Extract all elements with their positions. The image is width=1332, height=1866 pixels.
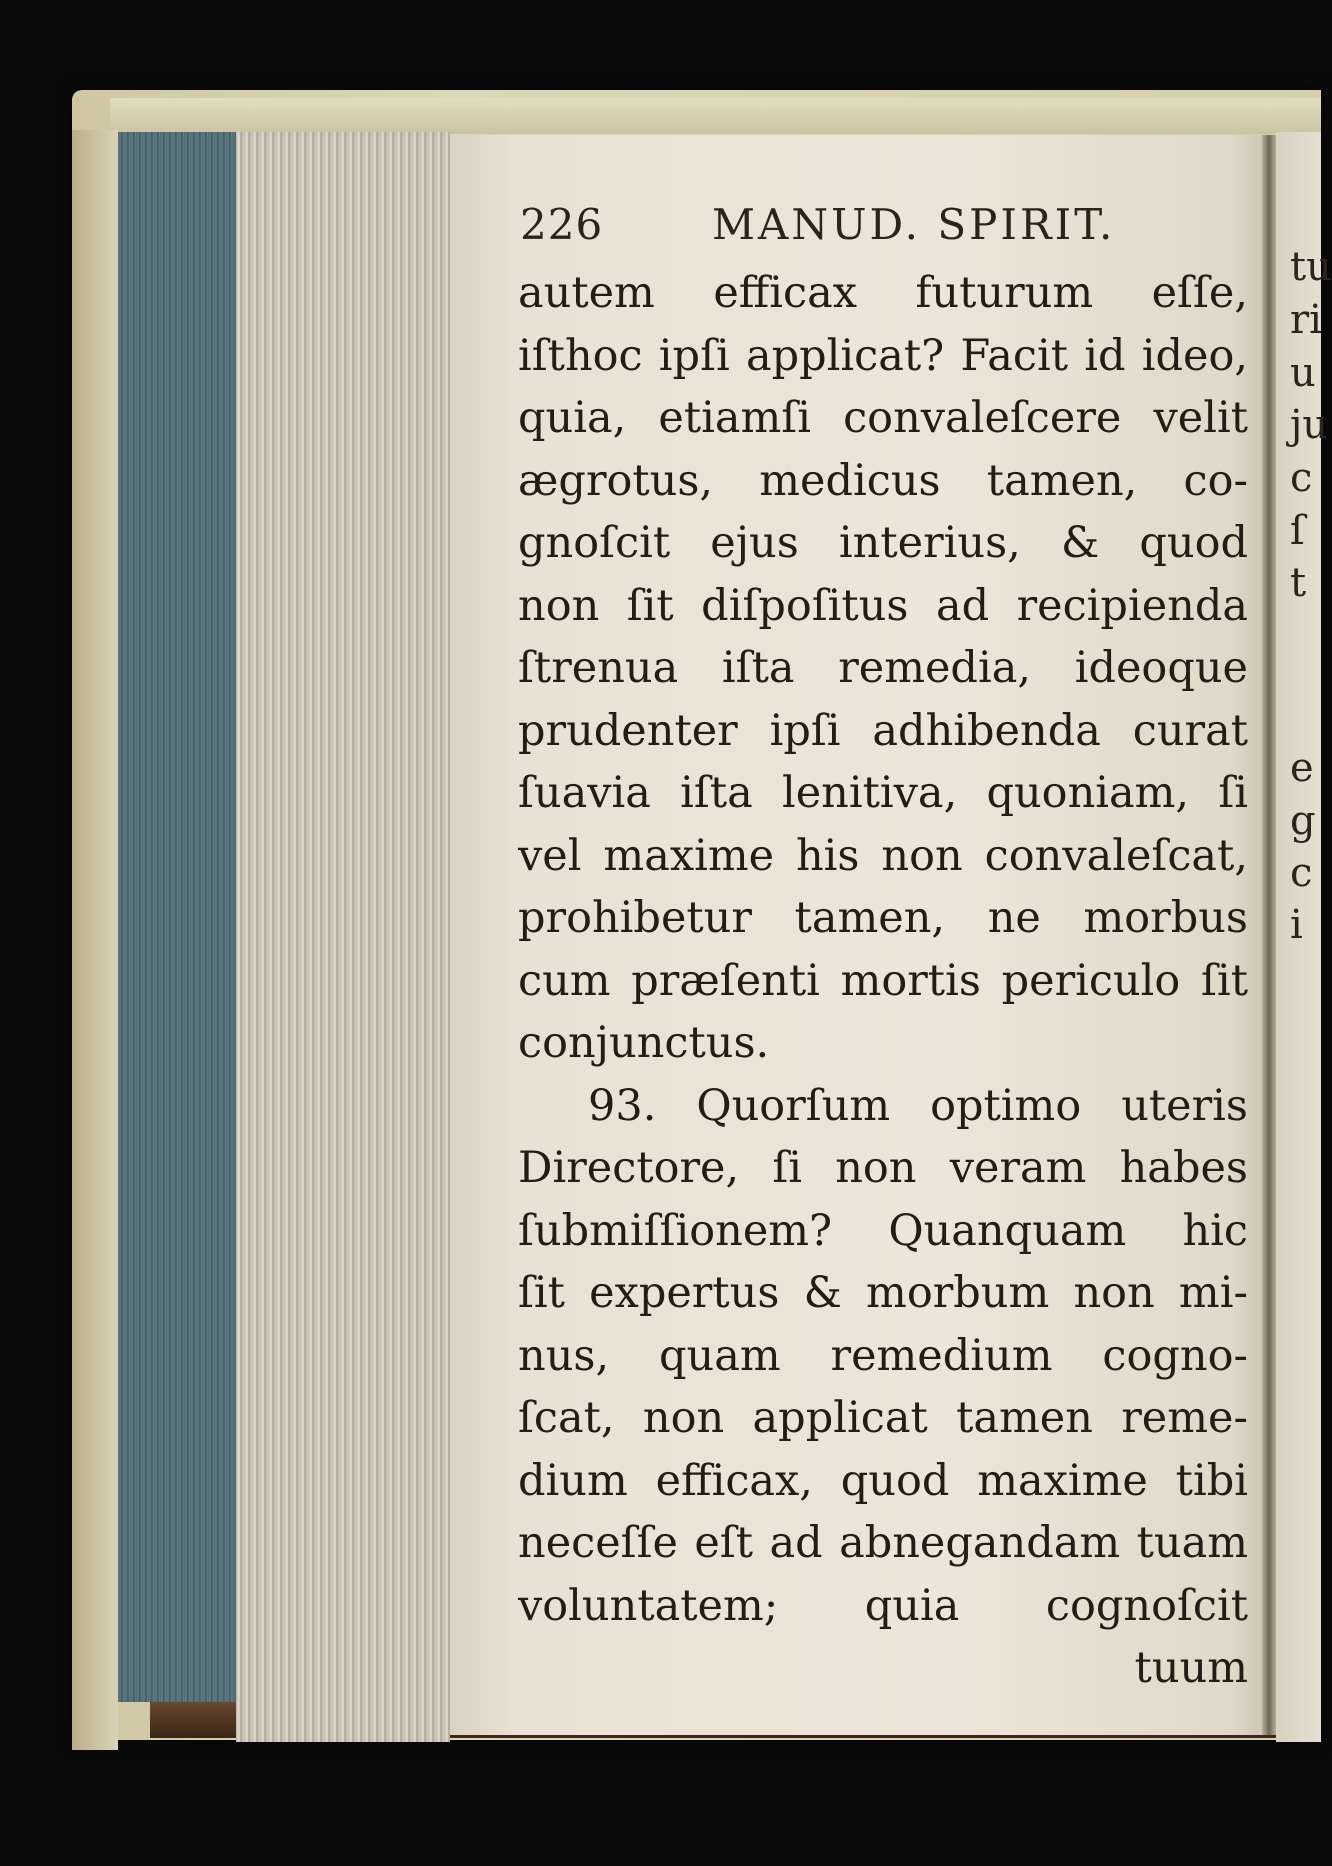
text-line: neceſſe eſt ad abnegandam tuam bbox=[518, 1518, 1248, 1568]
text-line: ægrotus, medicus tamen, co- bbox=[518, 455, 1248, 506]
text-line: prohibetur tamen, ne morbus bbox=[518, 893, 1248, 943]
running-title: MANUD. SPIRIT. bbox=[712, 200, 1116, 249]
text-line: ſcat, non applicat tamen reme- bbox=[518, 1393, 1248, 1443]
paragraph-start-line: 93. Quorſum optimo uteris bbox=[588, 1080, 1248, 1131]
text-line: conjunctus. bbox=[518, 1018, 770, 1068]
facing-page-letter: ju bbox=[1290, 402, 1329, 448]
text-line: iſthoc ipſi applicat? Facit id ideo, bbox=[518, 330, 1248, 381]
facing-page-letter: e bbox=[1290, 745, 1314, 791]
facing-page-letter: ri bbox=[1290, 297, 1322, 343]
facing-page-letter: g bbox=[1290, 798, 1316, 844]
cover-spine bbox=[72, 130, 118, 1750]
text-line: ſtrenua iſta remedia, ideoque bbox=[518, 643, 1248, 693]
text-line: gnoſcit ejus interius, & quod bbox=[518, 518, 1248, 568]
facing-page-letter: c bbox=[1290, 850, 1313, 896]
text-line: autem efficax futurum eſſe, bbox=[518, 268, 1248, 318]
facing-page-letter: t bbox=[1290, 560, 1307, 606]
text-line: prudenter ipſi adhibenda curat bbox=[518, 705, 1248, 756]
facing-page-letter: u bbox=[1290, 350, 1316, 396]
text-line: cum præſenti mortis periculo ſit bbox=[518, 955, 1248, 1006]
book-gutter bbox=[1262, 135, 1276, 1735]
catchword: tuum bbox=[1134, 1643, 1248, 1693]
page-edges-paper bbox=[236, 132, 450, 1742]
text-line: voluntatem; quia cognoſcit bbox=[518, 1580, 1248, 1631]
page-edges-colored bbox=[118, 132, 236, 1702]
page-number: 226 bbox=[520, 200, 604, 249]
text-line: vel maxime his non convaleſcat, bbox=[518, 830, 1248, 881]
text-line: dium efficax, quod maxime tibi bbox=[518, 1455, 1248, 1506]
cover-top-edge bbox=[110, 98, 1321, 134]
text-line: ſuavia iſta lenitiva, quoniam, ſi bbox=[518, 768, 1248, 818]
text-line: ſit expertus & morbum non mi- bbox=[518, 1268, 1248, 1318]
facing-page-letter: c bbox=[1290, 455, 1313, 501]
facing-page-letter: i bbox=[1290, 902, 1303, 948]
body-text bbox=[518, 262, 1248, 1700]
facing-page-letter: tu bbox=[1290, 244, 1332, 290]
facing-page-letter: ſ bbox=[1290, 508, 1305, 554]
text-line: non ſit diſpoſitus ad recipienda bbox=[518, 580, 1248, 631]
text-line: nus, quam remedium cogno- bbox=[518, 1330, 1248, 1381]
text-line: ſubmiſſionem? Quanquam hic bbox=[518, 1205, 1248, 1256]
text-line: quia, etiamſi convaleſcere velit bbox=[518, 393, 1248, 443]
facing-page-fragment bbox=[1276, 132, 1332, 1742]
text-line: Directore, ſi non veram habes bbox=[518, 1143, 1248, 1193]
page-header bbox=[520, 200, 1240, 260]
